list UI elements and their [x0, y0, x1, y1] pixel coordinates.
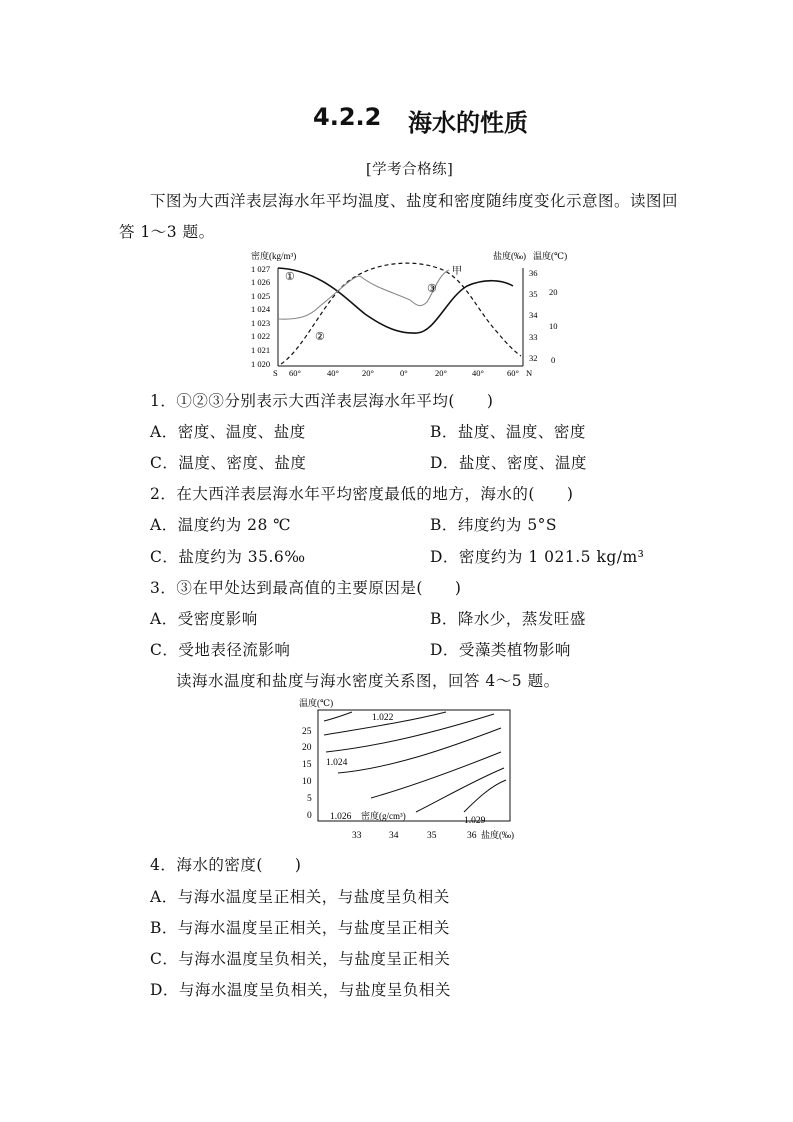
fig2-y-tick: 20 [302, 743, 312, 753]
intro-2: 读海水温度和盐度与海水密度关系图，回答 4～5 题。 [176, 672, 560, 690]
temp-tick: 0 [551, 355, 556, 365]
lat-tick: N [526, 368, 533, 378]
q4-option-b[interactable]: B．与海水温度呈正相关，与盐度呈正相关 [150, 919, 450, 937]
density-ticks [251, 264, 271, 369]
q1-stem: 1．①②③分别表示大西洋表层海水年平均( ) [150, 392, 494, 410]
q2-option-c[interactable]: C．盐度约为 35.6‰ [150, 548, 306, 566]
density-tick: 1 024 [251, 304, 271, 314]
density-axis-title: 密度(kg/m³) [251, 251, 297, 261]
iso-label: 1.022 [372, 713, 394, 723]
salinity-tick: 36 [529, 268, 538, 278]
q4-option-a[interactable]: A．与海水温度呈正相关，与盐度呈负相关 [150, 888, 450, 906]
jia-label: 甲 [452, 266, 462, 277]
temp-ticks [549, 287, 558, 365]
density-tick: 1 020 [251, 359, 271, 369]
curve-1-label: ① [285, 271, 295, 283]
density-curve [278, 268, 513, 333]
isoline [416, 768, 504, 812]
q2-option-b[interactable]: B．纬度约为 5°S [430, 516, 558, 534]
isoline [464, 780, 506, 812]
fig2-y-tick: 25 [302, 727, 312, 737]
q1-option-d[interactable]: D．盐度、密度、温度 [430, 454, 587, 472]
q4-option-d[interactable]: D．与海水温度呈负相关，与盐度呈负相关 [150, 981, 451, 999]
fig2-iso-labels [326, 713, 486, 826]
lat-tick: 40° [472, 368, 484, 378]
q1-option-b[interactable]: B．盐度、温度、密度 [430, 423, 586, 441]
q1-option-c[interactable]: C．温度、密度、盐度 [150, 454, 307, 472]
fig2-y-tick: 0 [307, 811, 312, 821]
fig2-y-tick: 15 [302, 760, 312, 770]
lat-tick: 20° [435, 368, 447, 378]
iso-label: 1.029 [464, 816, 486, 826]
fig2-density-label: 密度(g/cm³) [361, 811, 406, 821]
q3-option-a[interactable]: A．受密度影响 [150, 610, 258, 628]
density-tick: 1 022 [251, 331, 271, 341]
lesson-number: 4.2.2 [313, 103, 382, 131]
intro-line-1: 下图为大西洋表层海水年平均温度、盐度和密度随纬度变化示意图。读图回 [150, 192, 679, 210]
fig2-y-title: 温度(℃) [299, 698, 334, 708]
iso-label: 1.026 [330, 812, 352, 822]
fig2-x-ticks [352, 831, 477, 841]
density-tick: 1 023 [251, 318, 271, 328]
salinity-ticks [529, 268, 538, 363]
intro-line-2: 答 1～3 题。 [119, 223, 215, 241]
curve-2-label: ② [315, 331, 325, 343]
salinity-tick: 33 [529, 332, 538, 342]
isoline [371, 752, 501, 798]
q4-option-c[interactable]: C．与海水温度呈负相关，与盐度呈正相关 [150, 950, 451, 968]
density-tick: 1 021 [251, 345, 271, 355]
q4-stem: 4．海水的密度( ) [150, 856, 302, 874]
salinity-tick: 34 [529, 310, 538, 320]
q3-option-c[interactable]: C．受地表径流影响 [150, 641, 291, 659]
figure-density-chart [296, 694, 531, 846]
density-tick: 1 025 [251, 291, 271, 301]
q3-stem: 3．③在甲处达到最高值的主要原因是( ) [150, 579, 462, 597]
fig2-x-title: 盐度(‰) [481, 830, 514, 840]
temp-tick: 10 [549, 321, 558, 331]
fig2-y-ticks [302, 727, 312, 821]
q3-option-d[interactable]: D．受藻类植物影响 [430, 641, 571, 659]
isoline [324, 712, 352, 721]
lat-tick: 60° [289, 368, 301, 378]
fig2-y-tick: 10 [302, 777, 312, 787]
salinity-axis-title: 盐度(‰) [493, 251, 526, 261]
fig2-x-tick: 33 [352, 831, 362, 841]
temp-tick: 20 [549, 287, 558, 297]
q2-option-a[interactable]: A．温度约为 28 ℃ [150, 516, 292, 534]
temp-axis-title: 温度(℃) [533, 251, 568, 261]
fig2-x-tick: 34 [389, 831, 399, 841]
fig2-y-tick: 5 [307, 794, 312, 804]
density-tick: 1 026 [251, 277, 271, 287]
q2-stem: 2．在大西洋表层海水年平均密度最低的地方，海水的( ) [150, 485, 574, 503]
fig2-isolines [324, 712, 506, 812]
fig2-x-tick: 35 [427, 831, 437, 841]
q3-option-b[interactable]: B．降水少，蒸发旺盛 [430, 610, 586, 628]
lat-tick: S [273, 368, 278, 378]
lat-tick: 60° [507, 368, 519, 378]
curve-3-label: ③ [427, 283, 437, 295]
figure-latitude-chart [245, 248, 575, 383]
latitude-ticks [273, 368, 532, 378]
lat-tick: 0° [400, 368, 408, 378]
iso-label: 1.024 [326, 758, 348, 768]
lesson-title: 海水的性质 [408, 109, 528, 137]
lat-tick: 20° [362, 368, 374, 378]
salinity-tick: 35 [529, 289, 538, 299]
q1-option-a[interactable]: A．密度、温度、盐度 [150, 423, 306, 441]
density-tick: 1 027 [251, 264, 271, 274]
q2-option-d[interactable]: D．密度约为 1 021.5 kg/m³ [430, 548, 645, 566]
fig2-x-tick: 36 [467, 831, 477, 841]
section-label: [学考合格练] [366, 162, 454, 178]
salinity-tick: 32 [529, 353, 538, 363]
lat-tick: 40° [327, 368, 339, 378]
